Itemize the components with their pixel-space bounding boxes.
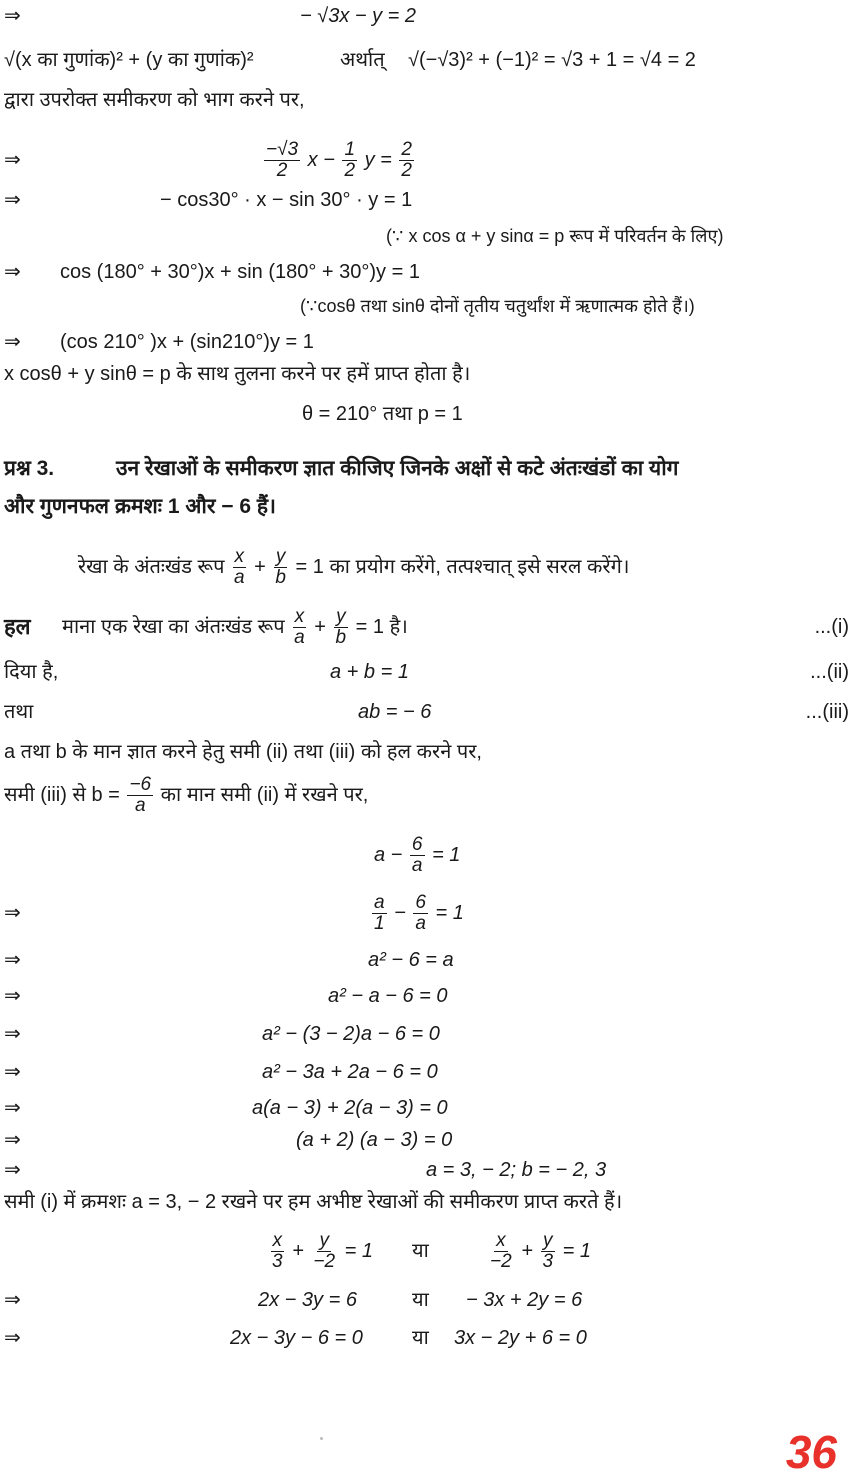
implies-arrow: ⇒ (4, 5, 21, 27)
or-label: या (412, 1240, 429, 1262)
given-line (0, 656, 853, 688)
prev-line-2 (0, 44, 853, 76)
step-text-1 (0, 736, 853, 768)
eq-line-2 (0, 886, 853, 940)
implies-arrow: ⇒ (4, 949, 21, 971)
eq-line-6 (0, 1056, 853, 1088)
prev-note-2 (0, 290, 853, 322)
equation: a² − 3a + 2a − 6 = 0 (262, 1061, 438, 1083)
fraction: $\frac{y}{b}$ (275, 546, 286, 589)
implies-arrow: ⇒ (4, 331, 21, 353)
fraction: $\frac{x}{a}$ (234, 546, 245, 589)
equation: 3x − 2y + 6 = 0 (454, 1327, 587, 1349)
implies-arrow: ⇒ (4, 902, 21, 924)
prev-line-11 (0, 398, 853, 430)
implies-arrow: ⇒ (4, 149, 21, 171)
eq-line-7 (0, 1092, 853, 1124)
prev-line-7 (0, 256, 853, 288)
page-number: 36 (785, 1426, 837, 1478)
text-line: समी (iii) से b = $\frac{-6}{a}$ का मान समी (ii) में रखने पर, (4, 774, 369, 817)
equation: a² − (3 − 2)a − 6 = 0 (262, 1023, 440, 1045)
equation-tag: ...(i) (814, 616, 849, 638)
equation: a² − a − 6 = 0 (328, 985, 448, 1007)
implies-arrow: ⇒ (4, 1289, 21, 1311)
equation: 2x − 3y − 6 = 0 (230, 1327, 363, 1349)
or-label: या (412, 1289, 429, 1311)
fraction: $\frac{-6}{a}$ (129, 774, 152, 817)
prev-line-4 (0, 136, 853, 184)
equation: a + b = 1 (330, 661, 409, 683)
step-text-2 (0, 768, 853, 822)
final-line-2 (0, 1284, 853, 1316)
prev-line-1 (0, 0, 853, 32)
fraction: $\frac{y}{-2}$ (313, 1230, 336, 1273)
equation: $\frac{x}{3}$ + $\frac{y}{-2}$ = 1 (272, 1230, 373, 1273)
text-line: a तथा b के मान ज्ञात करने हेतु समी (ii) तथा (iii) को हल करने पर, (4, 741, 482, 763)
eq-line-9 (0, 1154, 853, 1186)
question-label: प्रश्न 3. (4, 457, 55, 480)
question-3-line-1 (0, 452, 853, 486)
question-text: और गुणनफल क्रमशः 1 और − 6 हैं। (4, 495, 277, 518)
question-3-line-2 (0, 490, 853, 524)
equation: a − $\frac{6}{a}$ = 1 (374, 834, 461, 877)
magnitude-expression: √(x का गुणांक)² + (y का गुणांक)² (4, 49, 254, 71)
solution-label: हल (4, 614, 31, 639)
question-text: उन रेखाओं के समीकरण ज्ञात कीजिए जिनके अक्षों से कटे अंतःखंडों का योग (116, 457, 679, 480)
implies-arrow: ⇒ (4, 1159, 21, 1181)
and-line (0, 696, 853, 728)
result: θ = 210° तथा p = 1 (302, 403, 463, 425)
prev-line-9 (0, 326, 853, 358)
implies-arrow: ⇒ (4, 1097, 21, 1119)
hint-text: रेखा के अंतःखंड रूप $\frac{x}{a}$ + $\frac{y}{b}$ = 1 का प्रयोग करेंगे, तत्पश्चात् इसे सरल करेंगे। (78, 546, 630, 589)
magnitude-value: √(−√3)² + (−1)² = √3 + 1 = √4 = 2 (408, 49, 696, 71)
text-line: x cosθ + y sinθ = p के साथ तुलना करने पर हमें प्राप्त होता है। (4, 363, 471, 385)
fraction: $\frac{6}{a}$ (411, 834, 423, 877)
equation: − cos30° · x − sin 30° · y = 1 (160, 189, 413, 211)
final-line-1 (0, 1224, 853, 1278)
eq-line-3 (0, 944, 853, 976)
fraction: $\frac{-√3}{2}$ (266, 139, 299, 182)
final-line-3 (0, 1322, 853, 1354)
equation: a² − 6 = a (368, 949, 454, 971)
conclusion-line (0, 1186, 853, 1218)
equation: − √3x − y = 2 (300, 5, 417, 27)
eq-line-1 (0, 828, 853, 882)
implies-arrow: ⇒ (4, 189, 21, 211)
fraction: $\frac{1}{2}$ (344, 139, 356, 182)
eq-line-4 (0, 980, 853, 1012)
fraction: $\frac{x}{a}$ (294, 606, 305, 649)
fraction: $\frac{2}{2}$ (401, 139, 412, 182)
fraction: $\frac{x}{3}$ (272, 1230, 283, 1273)
fraction: $\frac{a}{1}$ (374, 892, 385, 935)
equation: $\frac{x}{-2}$ + $\frac{y}{3}$ = 1 (490, 1230, 591, 1273)
fraction: $\frac{6}{a}$ (415, 892, 426, 935)
equation: $\frac{a}{1}$ − $\frac{6}{a}$ = 1 (374, 892, 464, 935)
prev-line-10 (0, 358, 853, 390)
or-label: या (412, 1327, 429, 1349)
eq-line-5 (0, 1018, 853, 1050)
equation: a = 3, − 2; b = − 2, 3 (426, 1159, 607, 1181)
given-label: दिया है, (4, 661, 59, 683)
equation: a(a − 3) + 2(a − 3) = 0 (252, 1097, 448, 1119)
implies-arrow: ⇒ (4, 261, 21, 283)
solution-text: माना एक रेखा का अंतःखंड रूप $\frac{x}{a}$ + $\frac{y}{b}$ = 1 है। (62, 606, 408, 649)
prev-note-1 (0, 220, 853, 252)
equation-tag: ...(iii) (805, 701, 849, 723)
equation: − 3x + 2y = 6 (466, 1289, 583, 1311)
fraction: $\frac{y}{3}$ (542, 1230, 554, 1273)
equation: (cos 210° )x + (sin210°)y = 1 (60, 331, 314, 353)
fraction: $\frac{x}{-2}$ (490, 1230, 512, 1273)
fraction: $\frac{y}{b}$ (335, 606, 347, 649)
equation: (a + 2) (a − 3) = 0 (296, 1129, 453, 1151)
text-line: समी (i) में क्रमशः a = 3, − 2 रखने पर हम अभीष्ट रेखाओं की समीकरण प्राप्त करते हैं। (4, 1191, 623, 1213)
speck (320, 1437, 323, 1440)
prev-line-3 (0, 84, 853, 116)
equation: ab = − 6 (358, 701, 432, 723)
prev-line-5 (0, 184, 853, 216)
note: (∵cosθ तथा sinθ दोनों तृतीय चतुर्थांश में ऋणात्मक होते हैं।) (300, 296, 695, 316)
equation-tag: ...(ii) (810, 661, 849, 683)
solution-intro (0, 600, 853, 654)
note: (∵ x cos α + y sinα = p रूप में परिवर्तन के लिए) (386, 226, 724, 246)
arthaat-label: अर्थात् (340, 49, 385, 71)
equation: 2x − 3y = 6 (258, 1289, 357, 1311)
implies-arrow: ⇒ (4, 1327, 21, 1349)
implies-arrow: ⇒ (4, 985, 21, 1007)
implies-arrow: ⇒ (4, 1061, 21, 1083)
fraction-equation: $\frac{-√3}{2}$ x − $\frac{1}{2}$ y = $\frac{2}{2}$ (266, 139, 412, 182)
equation: cos (180° + 30°)x + sin (180° + 30°)y = 1 (60, 261, 420, 283)
and-label: तथा (4, 701, 34, 723)
eq-line-8 (0, 1124, 853, 1156)
implies-arrow: ⇒ (4, 1023, 21, 1045)
hint-line (0, 540, 853, 594)
text-line: द्वारा उपरोक्त समीकरण को भाग करने पर, (4, 89, 305, 111)
implies-arrow: ⇒ (4, 1129, 21, 1151)
